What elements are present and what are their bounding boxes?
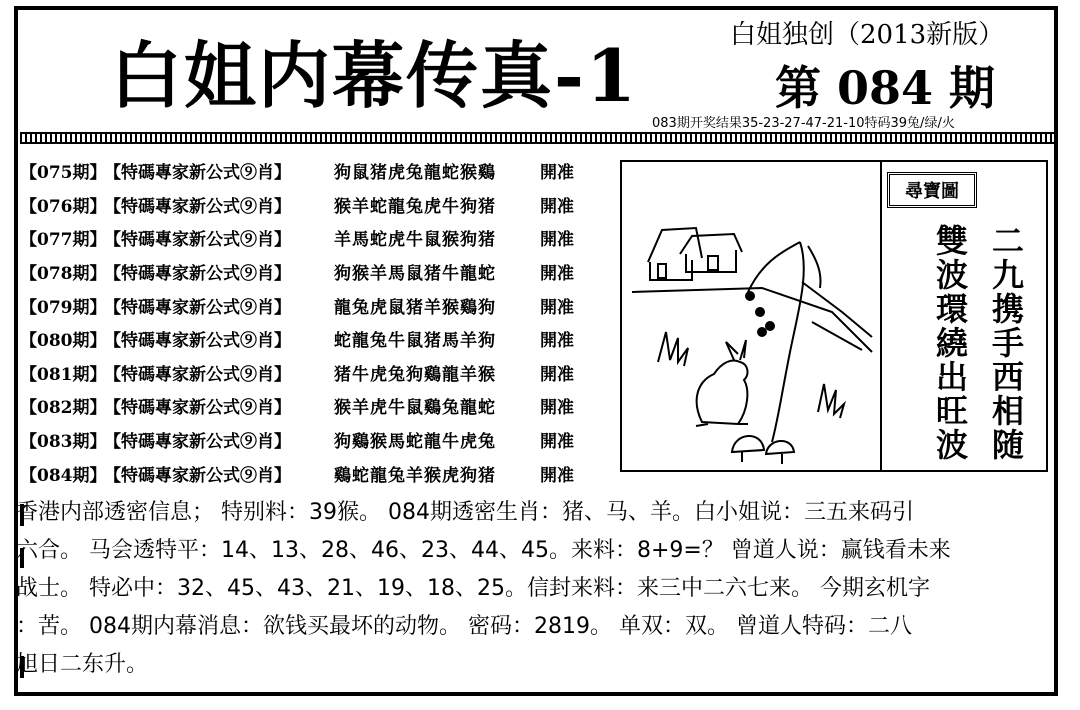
info-line: ：苦。 084期内幕消息：欲钱买最坏的动物。 密码：2819。 单双：双。 曾道人特码：二八 bbox=[16, 614, 912, 639]
grass-drawing bbox=[658, 332, 688, 366]
history-list bbox=[20, 154, 610, 490]
treasure-illustration bbox=[622, 162, 878, 470]
period-label: 【079期】 bbox=[20, 297, 107, 318]
list-item bbox=[20, 456, 610, 490]
last-result: 083期开奖结果35-23-27-47-21-10特码39兔/绿/火 bbox=[652, 116, 955, 131]
formula-label: 【特碼專家新公式⑨肖】 bbox=[104, 196, 291, 217]
info-line: 战士。 特必中：32、45、43、21、19、18、25。信封来料：来三中二六七来。 今期玄机字 bbox=[16, 576, 930, 601]
result-label: 開准 bbox=[540, 297, 574, 318]
info-line: 香港内部透密信息； 特别料：39猴。 084期透密生肖：猪、马、羊。白小姐说：三五来码引 bbox=[16, 500, 914, 525]
formula-label: 【特碼專家新公式⑨肖】 bbox=[104, 465, 291, 486]
zodiac-list: 狗鼠猪虎兔龍蛇猴鷄 bbox=[334, 163, 496, 184]
list-item bbox=[20, 188, 610, 222]
list-item bbox=[20, 356, 610, 390]
zodiac-list: 狗猴羊馬鼠猪牛龍蛇 bbox=[334, 264, 496, 285]
treasure-picture-panel bbox=[620, 160, 1048, 472]
treasure-label: 尋寶圖 bbox=[887, 172, 977, 208]
result-label: 開准 bbox=[540, 196, 574, 217]
zodiac-list: 猴羊蛇龍兔虎牛狗猪 bbox=[334, 196, 496, 217]
house-drawing bbox=[648, 228, 702, 262]
list-item bbox=[20, 389, 610, 423]
zodiac-list: 猪牛虎兔狗鷄龍羊猴 bbox=[334, 364, 496, 385]
info-line: 旭日二东升。 bbox=[16, 652, 149, 677]
poem-line-2: 雙波環繞出旺波 bbox=[931, 224, 969, 462]
result-label: 開准 bbox=[540, 331, 574, 352]
poem-line-1: 二九携手西相随 bbox=[987, 224, 1025, 462]
formula-label: 【特碼專家新公式⑨肖】 bbox=[104, 264, 291, 285]
period-label: 【077期】 bbox=[20, 230, 107, 251]
list-item bbox=[20, 288, 610, 322]
picture-divider bbox=[880, 162, 882, 470]
result-label: 開准 bbox=[540, 230, 574, 251]
period-label: 【082期】 bbox=[20, 398, 107, 419]
period-label: 【081期】 bbox=[20, 364, 107, 385]
zodiac-list: 狗鷄猴馬蛇龍牛虎兔 bbox=[334, 432, 496, 453]
list-item bbox=[20, 221, 610, 255]
period-label: 【078期】 bbox=[20, 264, 107, 285]
period-label: 【084期】 bbox=[20, 465, 107, 486]
plant-stem-drawing bbox=[772, 242, 804, 442]
period-label: 【080期】 bbox=[20, 331, 107, 352]
result-label: 開准 bbox=[540, 163, 574, 184]
zodiac-list: 羊馬蛇虎牛鼠猴狗猪 bbox=[334, 230, 496, 251]
result-label: 開准 bbox=[540, 364, 574, 385]
formula-label: 【特碼專家新公式⑨肖】 bbox=[104, 297, 291, 318]
formula-label: 【特碼專家新公式⑨肖】 bbox=[104, 163, 291, 184]
decorative-divider bbox=[20, 132, 1056, 144]
list-item bbox=[20, 322, 610, 356]
list-item bbox=[20, 423, 610, 457]
period-label: 【075期】 bbox=[20, 163, 107, 184]
info-line: 六合。 马会透特平：14、13、28、46、23、44、45。来料：8+9=？ 曾道人说：赢钱看未来 bbox=[16, 538, 951, 563]
result-label: 開准 bbox=[540, 432, 574, 453]
formula-label: 【特碼專家新公式⑨肖】 bbox=[104, 432, 291, 453]
zodiac-list: 猴羊虎牛鼠鷄兔龍蛇 bbox=[334, 398, 496, 419]
zodiac-list: 龍兔虎鼠猪羊猴鷄狗 bbox=[334, 297, 496, 318]
mushroom-drawing bbox=[732, 436, 764, 452]
result-label: 開准 bbox=[540, 465, 574, 486]
zodiac-list: 蛇龍兔牛鼠猪馬羊狗 bbox=[334, 331, 496, 352]
edition-subtitle: 白姐独创（2013新版） bbox=[730, 20, 1005, 50]
page-title: 白姐内幕传真-1 bbox=[110, 33, 638, 118]
formula-label: 【特碼專家新公式⑨肖】 bbox=[104, 398, 291, 419]
rabbit-drawing bbox=[697, 361, 748, 425]
list-item bbox=[20, 154, 610, 188]
info-text-block bbox=[16, 494, 1042, 684]
formula-label: 【特碼專家新公式⑨肖】 bbox=[104, 331, 291, 352]
period-label: 【076期】 bbox=[20, 196, 107, 217]
list-item bbox=[20, 255, 610, 289]
formula-label: 【特碼專家新公式⑨肖】 bbox=[104, 230, 291, 251]
formula-label: 【特碼專家新公式⑨肖】 bbox=[104, 364, 291, 385]
result-label: 開准 bbox=[540, 264, 574, 285]
result-label: 開准 bbox=[540, 398, 574, 419]
issue-number: 第 084 期 bbox=[775, 61, 996, 115]
period-label: 【083期】 bbox=[20, 432, 107, 453]
zodiac-list: 鷄蛇龍兔羊猴虎狗猪 bbox=[334, 465, 496, 486]
